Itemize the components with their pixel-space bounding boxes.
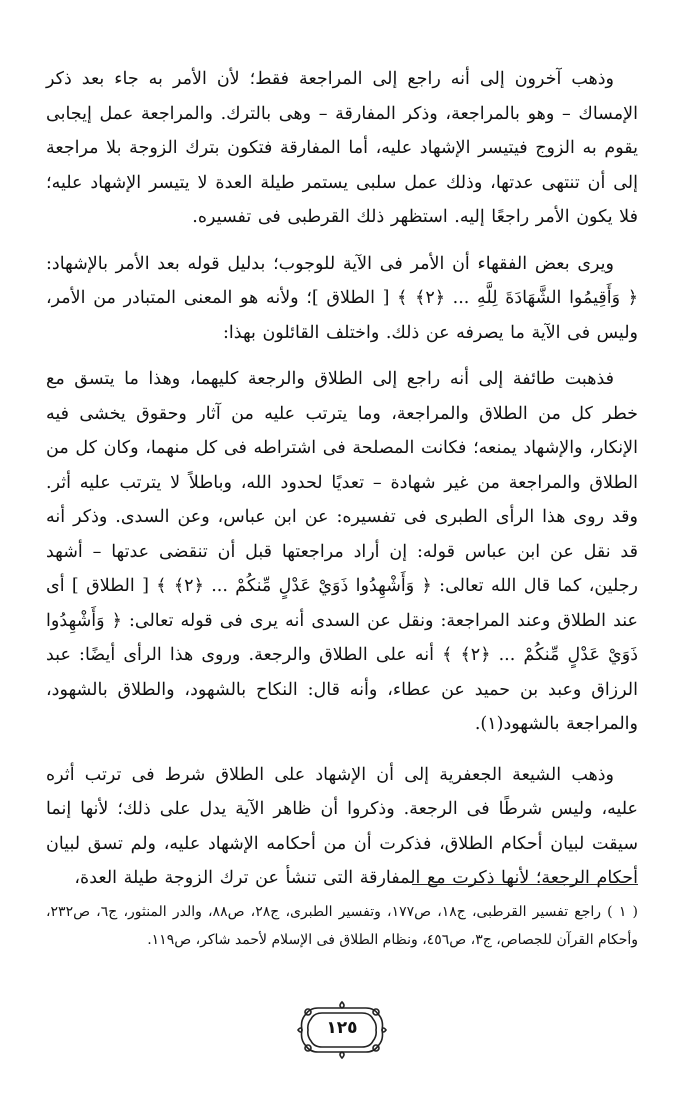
paragraph-2: ويرى بعض الفقهاء أن الأمر فى الآية للوجوب؛ بدليل قوله بعد الأمر بالإشهاد: ﴿ وَأَقِيمُوا الشَّهَادَةَ لِلَّهِ ... ﴿٢﴾ ﴾ [ الطلاق ]؛ ولأنه هو المعنى المتبادر من الأمر، وليس فى الآية ما يصرفه عن ذلك. واختلف القائلون بهذا: — [46, 253, 638, 343]
footnote-1: ( ١ ) راجع تفسير القرطبى، ج١٨، ص١٧٧، وتفسير الطبرى، ج٢٨، ص٨٨، والدر المنثور، ج٦، ص٢٣٢، وأحكام القرآن للجصاص، ج٣، ص٤٥٦، ونظام الطلاق فى الإسلام لأحمد شاكر، ص١١٩. — [46, 904, 638, 948]
page-body — [46, 62, 638, 908]
page-number-ornament — [296, 1000, 388, 1060]
paragraph-1: وذهب آخرون إلى أنه راجع إلى المراجعة فقط؛ لأن الأمر به جاء بعد ذكر الإمساك – وهو بالمراجعة، وذكر المفارقة – وهى بالترك. والمراجعة عمل إيجابى يقوم به الزوج فيتيسر الإشهاد عليه، أما المفارقة فتكون بترك الزوجة بلا مراجعة إلى أن تنتهى عدتها، وذلك عمل سلبى يستمر طيلة العدة لا يتيسر الإشهاد عليه؛ فلا يكون الأمر راجعًا إليه. استظهر ذلك القرطبى فى تفسيره. — [46, 69, 638, 227]
paragraph-4: وذهب الشيعة الجعفرية إلى أن الإشهاد على الطلاق شرط فى ترتب أثره عليه، وليس شرطًا فى الرجعة. وذكروا أن ظاهر الآية يدل على ذلك؛ لأنها إنما سيقت لبيان أحكام الطلاق، فذكرت أن من أحكامه الإشهاد عليه، ولم تسق لبيان أحكام الرجعة؛ لأنها ذكرت مع المفارقة التى تنشأ عن ترك الزوجة طيلة العدة، — [46, 764, 638, 888]
paragraph-3: فذهبت طائفة إلى أنه راجع إلى الطلاق والرجعة كليهما، وهذا ما يتسق مع خطر كل من الطلاق والمراجعة، وما يترتب عليه من آثار وحقوق يخشى فيه الإنكار، والإشهاد يمنعه؛ فكانت المصلحة فى اشتراطه فى كل منهما، وكان كل من الطلاق والمراجعة من غير شهادة – تعديًا لحدود الله، وباطلاً لا يترتب عليه أثر. وقد روى هذا الرأى الطبرى فى تفسيره: عن ابن عباس، وعن السدى. وذكر أنه قد نقل عن ابن عباس قوله: إن أراد مراجعتها قبل أن تنقضى عدتها – أشهد رجلين، كما قال الله تعالى: ﴿ وَأَشْهِدُوا ذَوَيْ عَدْلٍ مِّنكُمْ ... ﴿٢﴾ ﴾ [ الطلاق ] أى عند الطلاق وعند المراجعة: ونقل عن السدى أنه يرى فى قوله تعالى: ﴿ وَأَشْهِدُوا ذَوَيْ عَدْلٍ مِّنكُمْ ... ﴿٢﴾ ﴾ أنه على الطلاق والرجعة. وروى هذا الرأى أيضًا: عبد الرزاق وعبد بن حميد عن عطاء، وأنه قال: النكاح بالشهود، والطلاق بالشهود، والمراجعة بالشهود(١). — [46, 369, 639, 734]
footnote-divider — [412, 884, 638, 885]
footnotes — [46, 898, 638, 954]
page-number: ١٢٥ — [326, 1018, 358, 1038]
